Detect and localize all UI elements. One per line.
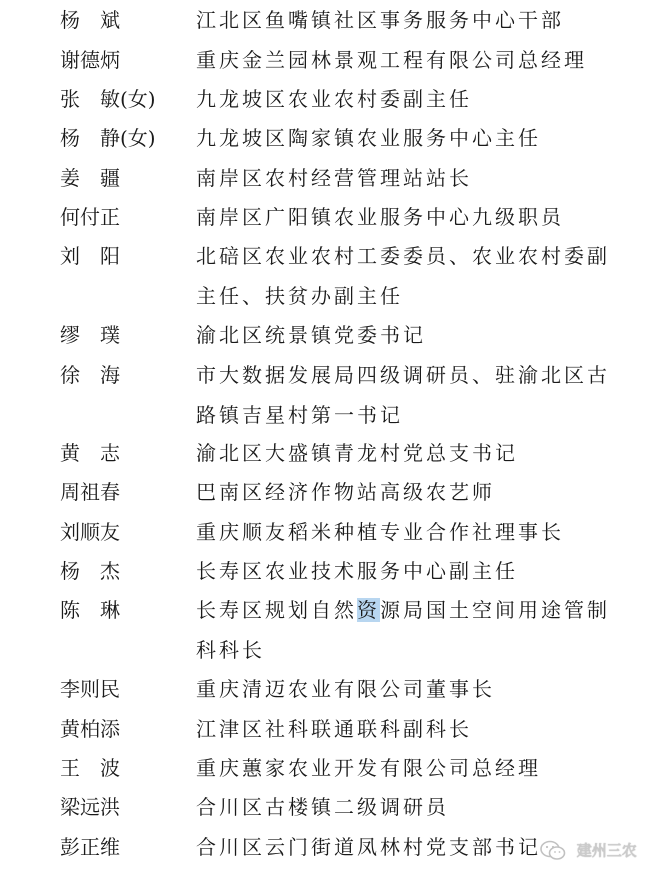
person-name: 周祖春 — [60, 480, 120, 504]
person-name: 谢德炳 — [60, 48, 120, 72]
person-description — [196, 748, 611, 788]
text-segment: 长寿区规划自然资源局国土空间用途管制 — [196, 598, 610, 622]
description-line: 路镇吉星村第一书记 — [196, 403, 403, 427]
person-name: 杨 静(女) — [60, 126, 156, 150]
person-name: 彭正维 — [60, 835, 120, 859]
text-selection-highlight: 资 — [357, 598, 380, 622]
description-line: 主任、扶贫办副主任 — [196, 284, 403, 308]
person-description — [196, 551, 611, 591]
description-line: 市大数据发展局四级调研员、驻渝北区古 — [196, 363, 610, 387]
description-line: 合川区云门街道凤林村党支部书记 — [196, 835, 541, 859]
wechat-watermark — [540, 836, 655, 864]
person-description — [196, 0, 611, 40]
description-line: 江津区社科联通联科副科长 — [196, 717, 472, 741]
person-name: 陈 琳 — [60, 598, 120, 622]
person-name: 黄 志 — [60, 441, 120, 465]
description-line: 南岸区广阳镇农业服务中心九级职员 — [196, 205, 564, 229]
person-description — [196, 669, 611, 709]
person-name: 梁远洪 — [60, 795, 120, 819]
description-line: 渝北区大盛镇青龙村党总支书记 — [196, 441, 518, 465]
watermark-text: 建州三农 — [576, 841, 637, 860]
person-description — [196, 118, 611, 158]
description-line: 合川区古楼镇二级调研员 — [196, 795, 449, 819]
description-line: 重庆顺友稻米种植专业合作社理事长 — [196, 520, 564, 544]
person-name: 杨 杰 — [60, 559, 120, 583]
person-description — [196, 472, 611, 512]
person-name: 黄柏添 — [60, 717, 120, 741]
description-line: 重庆清迈农业有限公司董事长 — [196, 677, 495, 701]
description-line: 巴南区经济作物站高级农艺师 — [196, 480, 495, 504]
person-description — [196, 79, 611, 119]
person-description — [196, 236, 611, 316]
person-name: 杨 斌 — [60, 8, 120, 32]
description-line: 北碚区农业农村工委委员、农业农村委副 — [196, 244, 610, 268]
person-name: 徐 海 — [60, 363, 120, 387]
person-name: 李则民 — [60, 677, 120, 701]
person-name: 姜 疆 — [60, 166, 120, 190]
person-name: 刘顺友 — [60, 520, 120, 544]
person-name: 王 波 — [60, 756, 120, 780]
description-line: 九龙坡区农业农村委副主任 — [196, 87, 472, 111]
person-description — [196, 158, 611, 198]
description-line: 重庆蕙家农业开发有限公司总经理 — [196, 756, 541, 780]
person-name: 张 敏(女) — [60, 87, 156, 111]
person-description — [196, 197, 611, 237]
person-description — [196, 709, 611, 749]
person-description — [196, 315, 611, 355]
person-description — [196, 433, 611, 473]
description-line: 重庆金兰园林景观工程有限公司总经理 — [196, 48, 587, 72]
person-name: 何付正 — [60, 205, 120, 229]
description-line: 渝北区统景镇党委书记 — [196, 323, 426, 347]
person-description — [196, 787, 611, 827]
person-description — [196, 40, 611, 80]
description-line: 南岸区农村经营管理站站长 — [196, 166, 472, 190]
person-description — [196, 590, 611, 670]
person-name: 缪 璞 — [60, 323, 120, 347]
description-line: 江北区鱼嘴镇社区事务服务中心干部 — [196, 8, 564, 32]
description-line: 科科长 — [196, 638, 265, 662]
person-description — [196, 355, 611, 435]
person-description — [196, 512, 611, 552]
description-line: 九龙坡区陶家镇农业服务中心主任 — [196, 126, 541, 150]
person-name: 刘 阳 — [60, 244, 120, 268]
description-line-highlighted — [196, 590, 611, 630]
description-line: 长寿区农业技术服务中心副主任 — [196, 559, 518, 583]
wechat-icon — [540, 840, 566, 862]
